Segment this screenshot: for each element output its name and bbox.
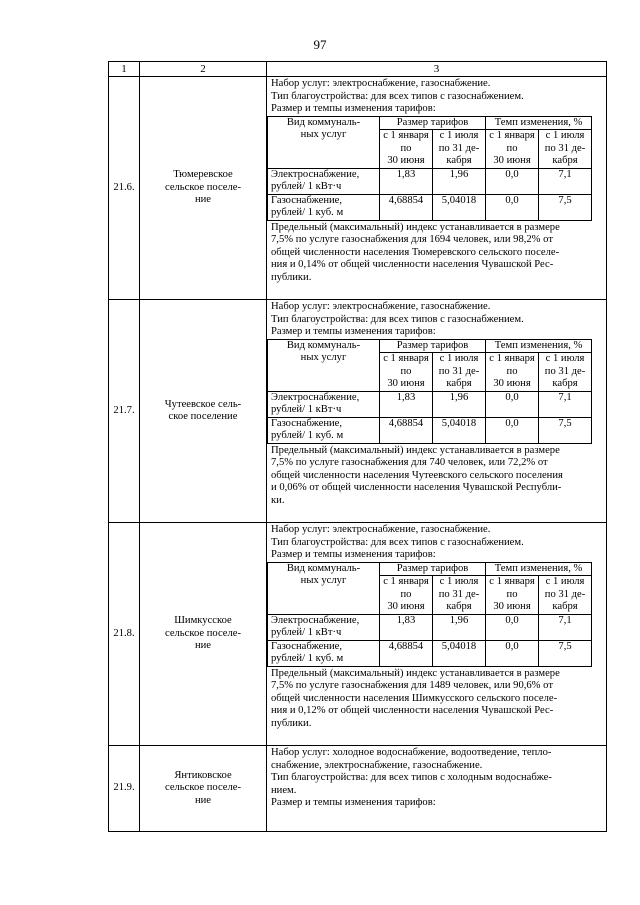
period-line: по <box>506 142 518 154</box>
period-line: с 1 июля <box>545 130 585 141</box>
tariff-jan: 1,83 <box>380 614 433 640</box>
change-jan: 0,0 <box>486 194 539 220</box>
period-line: кабря <box>446 378 472 389</box>
service-header <box>268 339 380 391</box>
period-header <box>433 353 486 392</box>
period-line: по <box>400 142 412 154</box>
rates-table <box>267 562 592 667</box>
rates-title: Размер и темпы изменения тарифов: <box>271 797 436 808</box>
settlement-details <box>267 523 607 746</box>
tariff-jul: 1,96 <box>433 614 486 640</box>
tariff-jul: 1,96 <box>433 391 486 417</box>
settlement-name <box>140 523 267 746</box>
period-line: кабря <box>552 601 578 612</box>
settlement-details <box>267 746 607 832</box>
amenity-type: Тип благоустройства: для всех типов с газоснабжением. <box>271 313 524 325</box>
header-row <box>109 62 607 77</box>
rates-title: Размер и темпы изменения тарифов: <box>271 326 436 337</box>
service-row <box>268 168 592 194</box>
period-line: 30 июня <box>493 601 531 612</box>
settlement-name-line: ние <box>194 640 212 652</box>
settlement-name-line: Янтиковское <box>174 769 232 781</box>
rates-header-row <box>268 339 592 353</box>
period-line: с 1 января <box>383 353 429 364</box>
index-paragraph <box>271 668 602 731</box>
index-line: Предельный (максимальный) индекс устанавливается в размере <box>271 667 560 679</box>
settlement-name-line: сельское поселе- <box>164 782 242 794</box>
tariff-size-header: Размер тарифов <box>380 116 486 130</box>
settlement-details <box>267 300 607 523</box>
tariff-jul: 5,04018 <box>433 417 486 443</box>
index-line: ния и 0,14% от общей численности населения Чувашской Рес- <box>271 259 554 270</box>
period-header <box>539 576 592 615</box>
row-number: 21.8. <box>109 523 140 746</box>
index-line: публики. <box>271 717 312 729</box>
tariff-change-header: Темп изменения, % <box>486 339 592 353</box>
period-line: по 31 де- <box>438 365 480 377</box>
service-row <box>268 391 592 417</box>
change-jul: 7,5 <box>539 640 592 666</box>
row-number: 21.9. <box>109 746 140 832</box>
service-name <box>268 168 380 194</box>
period-line: по 31 де- <box>544 588 586 600</box>
amenity-type: Тип благоустройства: для всех типов с холодным водоснабже- <box>271 772 552 783</box>
service-name-line: Газоснабжение, <box>271 417 343 429</box>
settlement-name-line: ское поселение <box>168 411 238 422</box>
service-name-line: Электроснабжение, <box>271 168 360 180</box>
period-header <box>539 353 592 392</box>
tariff-jan: 4,68854 <box>380 417 433 443</box>
amenity-type: Тип благоустройства: для всех типов с газоснабжением. <box>271 90 524 102</box>
services-set: Набор услуг: электроснабжение, газоснабжение. <box>271 524 491 535</box>
service-row <box>268 640 592 666</box>
index-line: общей численности населения Тюмеревского сельского поселе- <box>271 246 560 258</box>
service-name <box>268 417 380 443</box>
change-jan: 0,0 <box>486 391 539 417</box>
change-jan: 0,0 <box>486 640 539 666</box>
service-name-line: Электроснабжение, <box>271 391 360 403</box>
period-line: 30 июня <box>493 155 531 166</box>
rates-table <box>267 116 592 221</box>
index-line: Предельный (максимальный) индекс устанавливается в размере <box>271 221 560 233</box>
table-row <box>109 300 607 523</box>
settlement-name-line: Шимкусское <box>174 615 232 627</box>
period-line: по <box>506 365 518 377</box>
change-jul: 7,5 <box>539 194 592 220</box>
index-line: общей численности населения Шимкусского сельского поселе- <box>271 692 558 704</box>
settlement-name-line: ние <box>194 794 212 806</box>
period-line: по <box>400 588 412 600</box>
tariff-jan: 4,68854 <box>380 640 433 666</box>
period-line: с 1 января <box>383 130 429 141</box>
period-line: 30 июня <box>387 601 425 612</box>
period-header <box>486 576 539 615</box>
tariff-change-header: Темп изменения, % <box>486 562 592 576</box>
rates-header-row <box>268 116 592 130</box>
period-line: с 1 января <box>489 130 535 141</box>
period-line: кабря <box>552 378 578 389</box>
period-line: по 31 де- <box>438 142 480 154</box>
table-row <box>109 77 607 300</box>
period-line: с 1 января <box>383 576 429 587</box>
service-name-line: рублей/ 1 кВт·ч <box>271 404 342 415</box>
period-line: кабря <box>552 155 578 166</box>
header-col-3: 3 <box>267 62 607 77</box>
change-jan: 0,0 <box>486 614 539 640</box>
settlement-name <box>140 746 267 832</box>
change-jul: 7,5 <box>539 417 592 443</box>
period-line: с 1 июля <box>545 353 585 364</box>
service-row <box>268 417 592 443</box>
period-header <box>380 353 433 392</box>
index-paragraph <box>271 445 602 508</box>
service-name-line: рублей/ 1 кВт·ч <box>271 181 342 192</box>
period-header <box>380 130 433 169</box>
service-name <box>268 391 380 417</box>
period-line: с 1 января <box>489 576 535 587</box>
table-row <box>109 746 607 832</box>
tariff-jan: 1,83 <box>380 391 433 417</box>
service-header-line: ных услуг <box>300 129 347 140</box>
settlement-name-line: Тюмеревское <box>173 169 233 181</box>
service-name-line: Газоснабжение, <box>271 640 343 652</box>
settlement-name <box>140 77 267 300</box>
amenity-type: нием. <box>271 784 297 796</box>
row-number: 21.7. <box>109 300 140 523</box>
period-line: с 1 июля <box>545 576 585 587</box>
tariff-change-header: Темп изменения, % <box>486 116 592 130</box>
amenity-type: Тип благоустройства: для всех типов с газоснабжением. <box>271 536 524 548</box>
change-jul: 7,1 <box>539 614 592 640</box>
service-header-line: Вид коммуналь- <box>286 116 361 128</box>
table-row <box>109 523 607 746</box>
service-name <box>268 194 380 220</box>
index-line: Предельный (максимальный) индекс устанавливается в размере <box>271 444 560 456</box>
service-header <box>268 116 380 168</box>
index-paragraph <box>271 222 602 285</box>
rates-table <box>267 339 592 444</box>
rates-title: Размер и темпы изменения тарифов: <box>271 103 436 114</box>
period-line: кабря <box>446 155 472 166</box>
period-line: по 31 де- <box>438 588 480 600</box>
period-line: по 31 де- <box>544 142 586 154</box>
tariff-jul: 5,04018 <box>433 640 486 666</box>
rates-title: Размер и темпы изменения тарифов: <box>271 549 436 560</box>
index-line: 7,5% по услуге газоснабжения для 740 человек, или 72,2% от <box>271 457 548 468</box>
services-set: Набор услуг: электроснабжение, газоснабжение. <box>271 78 491 89</box>
services-set: Набор услуг: электроснабжение, газоснабжение. <box>271 301 491 312</box>
tariff-jul: 5,04018 <box>433 194 486 220</box>
index-line: публики. <box>271 271 312 283</box>
settlement-name-line: ние <box>194 194 212 206</box>
period-line: кабря <box>446 601 472 612</box>
index-line: 7,5% по услуге газоснабжения для 1694 человек, или 98,2% от <box>271 234 553 245</box>
period-header <box>486 130 539 169</box>
service-name-line: рублей/ 1 кВт·ч <box>271 627 342 638</box>
index-line: и 0,06% от общей численности населения Чувашской Республи- <box>271 482 562 493</box>
tariff-jul: 1,96 <box>433 168 486 194</box>
period-line: по <box>400 365 412 377</box>
header-col-2: 2 <box>140 62 267 77</box>
period-line: по <box>506 588 518 600</box>
period-header <box>486 353 539 392</box>
period-header <box>433 130 486 169</box>
period-line: 30 июня <box>387 155 425 166</box>
row-number: 21.6. <box>109 77 140 300</box>
service-name <box>268 614 380 640</box>
page-number: 97 <box>313 37 327 52</box>
period-header <box>433 576 486 615</box>
settlement-name-line: сельское поселе- <box>164 181 242 193</box>
service-row <box>268 194 592 220</box>
service-header <box>268 562 380 614</box>
service-header-line: ных услуг <box>300 575 347 586</box>
service-header-line: Вид коммуналь- <box>286 339 361 351</box>
services-set: снабжение, электроснабжение, газоснабжение. <box>271 759 483 771</box>
period-header <box>380 576 433 615</box>
settlement-details <box>267 77 607 300</box>
header-col-1: 1 <box>109 62 140 77</box>
settlement-name-line: Чутеевское сель- <box>164 398 242 410</box>
tariff-table <box>108 61 607 832</box>
service-name-line: рублей/ 1 куб. м <box>271 207 344 218</box>
index-line: общей численности населения Чутеевского сельского поселения <box>271 469 563 481</box>
service-header-line: Вид коммуналь- <box>286 562 361 574</box>
period-line: 30 июня <box>387 378 425 389</box>
rates-header-row <box>268 562 592 576</box>
change-jan: 0,0 <box>486 417 539 443</box>
tariff-jan: 4,68854 <box>380 194 433 220</box>
period-line: с 1 июля <box>439 353 479 364</box>
change-jul: 7,1 <box>539 391 592 417</box>
index-line: ния и 0,12% от общей численности населения Чувашской Рес- <box>271 705 554 716</box>
service-name-line: Электроснабжение, <box>271 614 360 626</box>
period-line: с 1 июля <box>439 130 479 141</box>
service-name <box>268 640 380 666</box>
period-header <box>539 130 592 169</box>
service-row <box>268 614 592 640</box>
service-name-line: рублей/ 1 куб. м <box>271 430 344 441</box>
period-line: с 1 января <box>489 353 535 364</box>
period-line: по 31 де- <box>544 365 586 377</box>
period-line: 30 июня <box>493 378 531 389</box>
period-line: с 1 июля <box>439 576 479 587</box>
index-line: ки. <box>271 494 285 506</box>
tariff-jan: 1,83 <box>380 168 433 194</box>
change-jan: 0,0 <box>486 168 539 194</box>
settlement-name <box>140 300 267 523</box>
service-header-line: ных услуг <box>300 352 347 363</box>
services-set: Набор услуг: холодное водоснабжение, водоотведение, тепло- <box>271 747 552 758</box>
service-name-line: Газоснабжение, <box>271 194 343 206</box>
service-name-line: рублей/ 1 куб. м <box>271 653 344 664</box>
change-jul: 7,1 <box>539 168 592 194</box>
settlement-name-line: сельское поселе- <box>164 627 242 639</box>
tariff-size-header: Размер тарифов <box>380 562 486 576</box>
tariff-size-header: Размер тарифов <box>380 339 486 353</box>
index-line: 7,5% по услуге газоснабжения для 1489 человек, или 90,6% от <box>271 680 553 691</box>
